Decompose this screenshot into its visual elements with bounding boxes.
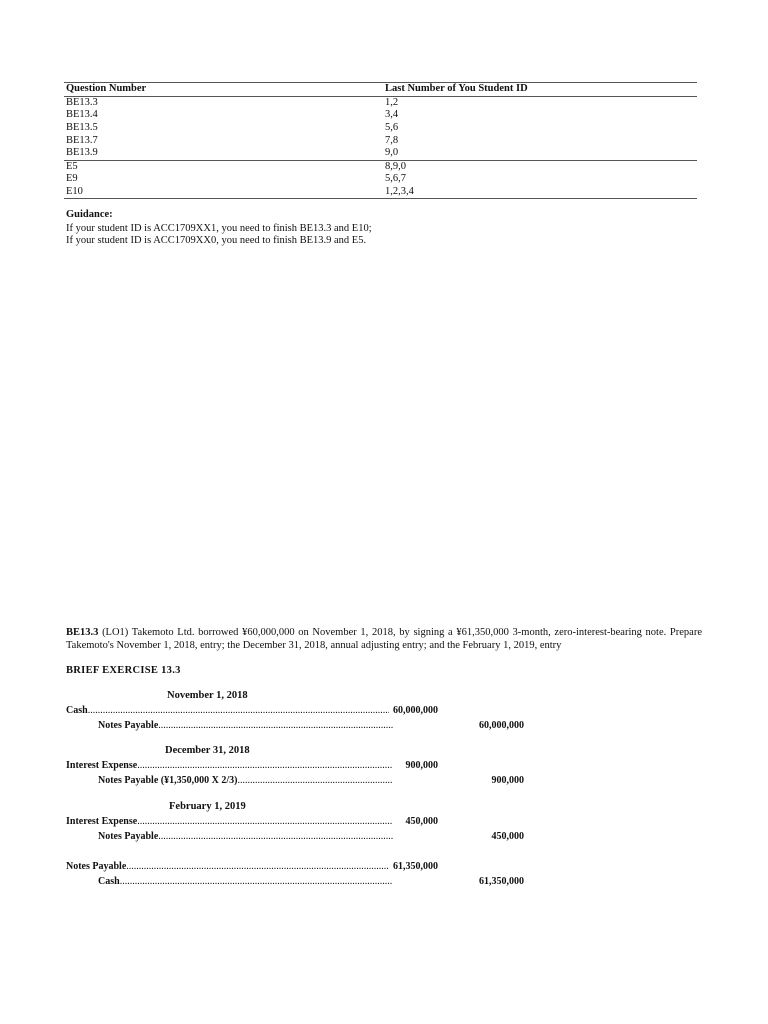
- id-digits-cell: 1,2: [385, 96, 399, 108]
- credit-account: Notes Payable .....: [98, 831, 393, 842]
- guidance-title: Guidance:: [66, 209, 113, 220]
- journal-debit-line: [66, 760, 393, 772]
- debit-account: Interest Expense .....: [66, 760, 393, 771]
- entry-date: December 31, 2018: [165, 745, 250, 756]
- debit-amount: 61,350,000: [393, 861, 438, 872]
- problem-label: BE13.3: [66, 627, 99, 638]
- table-header-row: [64, 83, 697, 97]
- entry-date: February 1, 2019: [169, 801, 246, 812]
- question-cell: BE13.3: [66, 96, 98, 108]
- credit-account: Notes Payable .....: [98, 720, 393, 731]
- journal-debit-line: [66, 705, 389, 717]
- question-cell: BE13.7: [66, 134, 98, 146]
- question-cell: BE13.4: [66, 109, 98, 121]
- entry-date: November 1, 2018: [167, 690, 248, 701]
- journal-credit-line: [98, 876, 393, 888]
- credit-amount: 900,000: [491, 775, 524, 786]
- id-digits-cell: 1,2,3,4: [383, 186, 697, 199]
- debit-amount: 60,000,000: [393, 705, 438, 716]
- id-digits-cell: 9,0: [385, 147, 399, 159]
- credit-account: Notes Payable (¥1,350,000 X 2/3) .....: [98, 775, 393, 786]
- table-row: [64, 122, 697, 135]
- debit-amount: 900,000: [405, 760, 438, 771]
- journal-debit-line: [66, 861, 389, 873]
- journal-credit-line: [98, 720, 393, 732]
- id-digits-cell: 3,4: [385, 109, 399, 121]
- id-digits-cell: 7,8: [385, 134, 399, 146]
- table-row: [64, 173, 697, 186]
- debit-account: Cash .....: [66, 705, 389, 716]
- debit-account: Interest Expense .....: [66, 816, 393, 827]
- id-digits-cell: 5,6,7: [385, 173, 406, 185]
- id-digits-cell: 5,6: [385, 122, 399, 134]
- guidance-line-2: If your student ID is ACC1709XX0, you need to finish BE13.9 and E5.: [66, 235, 367, 246]
- debit-amount: 450,000: [405, 816, 438, 827]
- column-header-question: Question Number: [64, 83, 383, 97]
- credit-amount: 61,350,000: [479, 876, 524, 887]
- debit-account: Notes Payable .....: [66, 861, 389, 872]
- solution-title: BRIEF EXERCISE 13.3: [66, 665, 181, 676]
- id-digits-cell: 8,9,0: [383, 160, 697, 173]
- table-row: [64, 134, 697, 147]
- question-cell: E9: [66, 173, 78, 185]
- journal-credit-line: [98, 775, 393, 787]
- credit-amount: 450,000: [491, 831, 524, 842]
- table-row: [64, 96, 697, 109]
- question-cell: BE13.5: [66, 122, 98, 134]
- journal-credit-line: [98, 831, 393, 843]
- problem-statement: [66, 626, 702, 652]
- table-row: [64, 109, 697, 122]
- assignment-table: [64, 82, 697, 199]
- table-row: [64, 186, 697, 199]
- problem-text: (LO1) Takemoto Ltd. borrowed ¥60,000,000 on November 1, 2018, by signing a ¥61,350,000 3-month, zero-interest-bearing note. Prepare Takemoto's November 1, 2018, entry; the December 31, 2018, annual adjusting entry; and the February 1, 2019, entry: [66, 627, 702, 651]
- credit-amount: 60,000,000: [479, 720, 524, 731]
- journal-debit-line: [66, 816, 393, 828]
- column-header-student-id: Last Number of You Student ID: [383, 83, 697, 97]
- credit-account: Cash .....: [98, 876, 393, 887]
- table-row: [64, 160, 697, 173]
- guidance-line-1: If your student ID is ACC1709XX1, you need to finish BE13.3 and E10;: [66, 222, 372, 234]
- question-cell: E5: [64, 160, 383, 173]
- question-cell: E10: [64, 186, 383, 199]
- question-cell: BE13.9: [66, 147, 98, 159]
- table-row: [64, 147, 697, 160]
- guidance-block: [66, 209, 372, 248]
